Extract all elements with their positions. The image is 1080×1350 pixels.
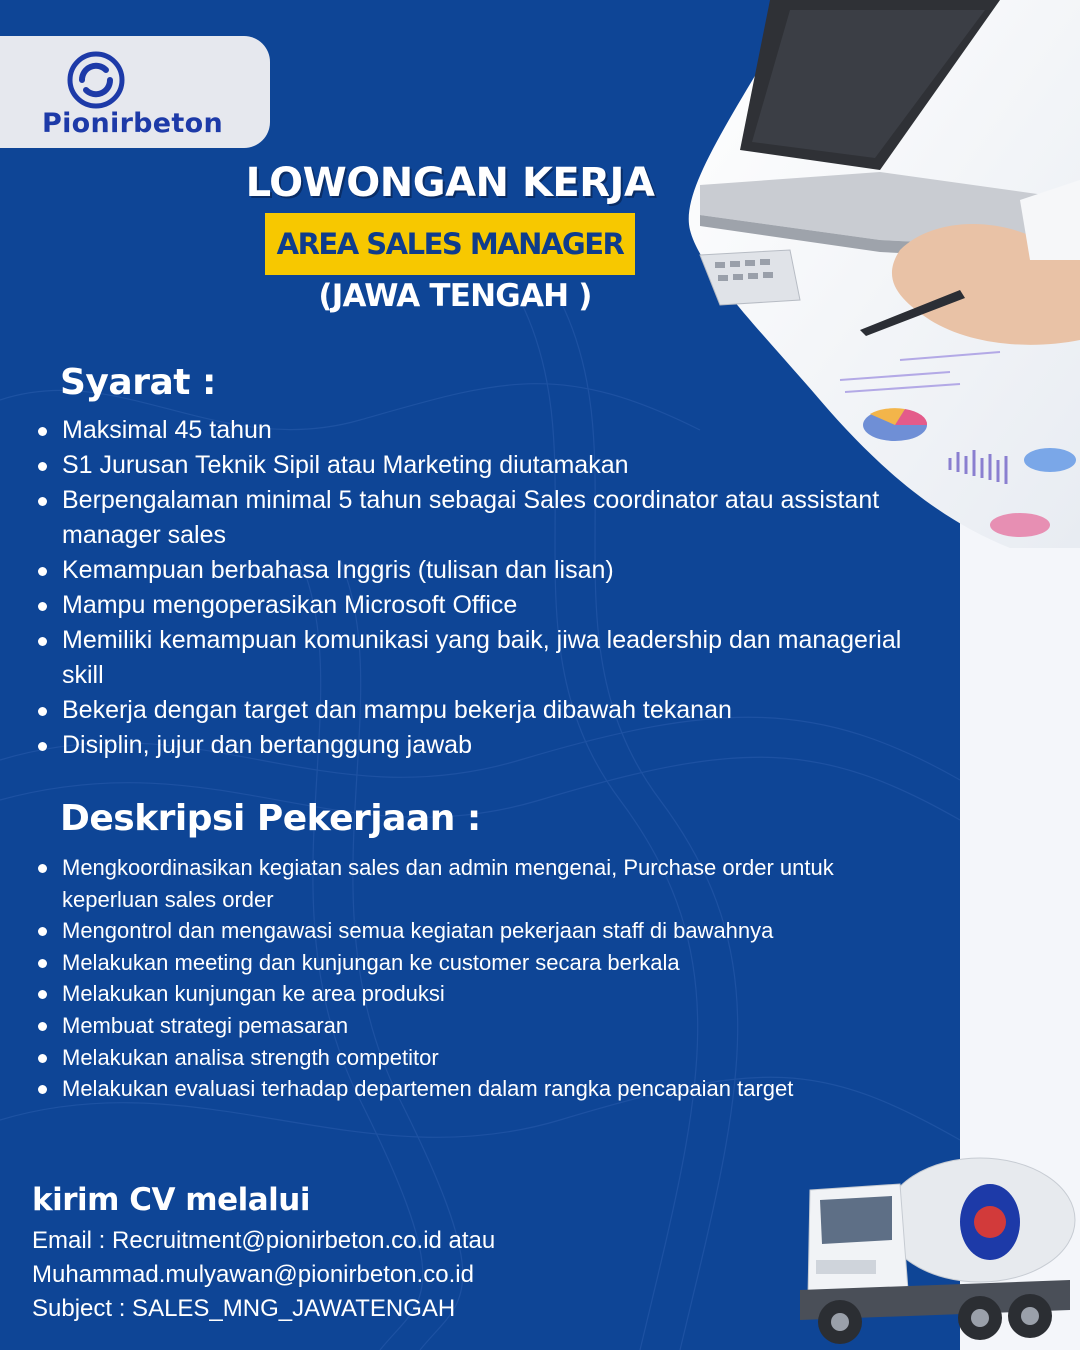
contact-title: kirim CV melalui (32, 1182, 310, 1218)
list-item: Membuat strategi pemasaran (34, 1010, 934, 1042)
email-line: Email : Recruitment@pionirbeton.co.id atau (32, 1227, 496, 1254)
region-label: (JAWA TENGAH ) (318, 278, 592, 314)
list-item: Memiliki kemampuan komunikasi yang baik, jiwa leadership dan managerial skill (34, 623, 904, 693)
position-title: AREA SALES MANAGER (276, 227, 624, 261)
list-item: Mampu mengoperasikan Microsoft Office (34, 588, 904, 623)
job-description-title: Deskripsi Pekerjaan : (60, 798, 481, 839)
list-item: Mengontrol dan mengawasi semua kegiatan pekerjaan staff di bawahnya (34, 915, 934, 947)
list-item: Melakukan evaluasi terhadap departemen dalam rangka pencapaian target (34, 1073, 934, 1105)
list-item: Melakukan meeting dan kunjungan ke customer secara berkala (34, 947, 934, 979)
position-badge (265, 213, 635, 275)
list-item: Melakukan analisa strength competitor (34, 1042, 934, 1074)
list-item: Bekerja dengan target dan mampu bekerja dibawah tekanan (34, 693, 904, 728)
requirements-title: Syarat : (60, 362, 216, 403)
email-line-2: Muhammad.mulyawan@pionirbeton.co.id (32, 1261, 474, 1288)
list-item: Berpengalaman minimal 5 tahun sebagai Sales coordinator atau assistant manager sales (34, 483, 904, 553)
list-item: Melakukan kunjungan ke area produksi (34, 978, 934, 1010)
headline: LOWONGAN KERJA (245, 160, 655, 206)
mixer-truck-photo (780, 1140, 1080, 1350)
brand-name: Pionirbeton (42, 108, 224, 139)
job-description-list (34, 852, 934, 1105)
list-item: Mengkoordinasikan kegiatan sales dan admin mengenai, Purchase order untuk keperluan sales order (34, 852, 934, 915)
list-item: Kemampuan berbahasa Inggris (tulisan dan lisan) (34, 553, 904, 588)
ring-logo-icon (66, 50, 126, 110)
list-item: S1 Jurusan Teknik Sipil atau Marketing diutamakan (34, 448, 904, 483)
list-item: Disiplin, jujur dan bertanggung jawab (34, 728, 904, 763)
subject-line: Subject : SALES_MNG_JAWATENGAH (32, 1295, 456, 1322)
list-item: Maksimal 45 tahun (34, 413, 904, 448)
requirements-list (34, 413, 904, 763)
